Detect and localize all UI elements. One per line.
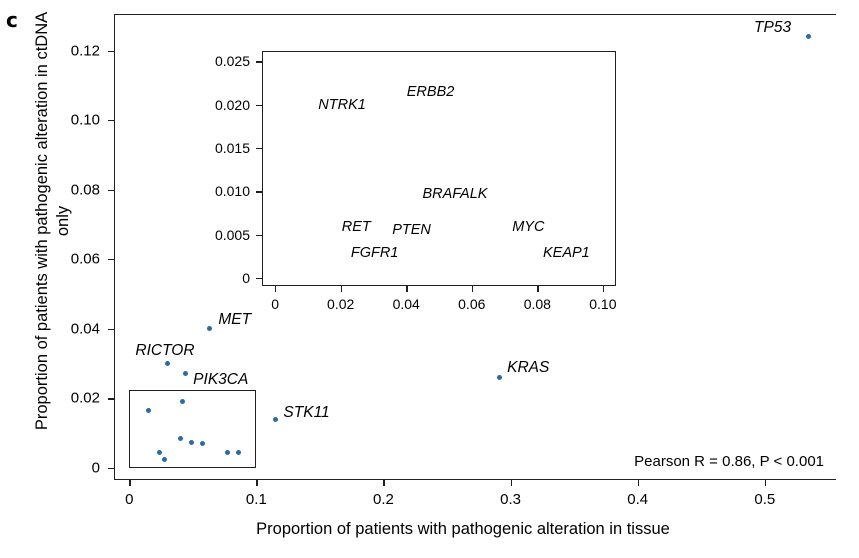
inset-x-tick-label: 0.02 <box>327 296 355 312</box>
inset-x-tick <box>406 286 407 292</box>
y-tick <box>108 51 114 52</box>
inset-y-tick-label: 0.015 <box>214 140 250 157</box>
inset-gene-label: PTEN <box>392 221 431 238</box>
inset-y-tick <box>256 61 262 62</box>
inset-y-tick-label: 0.020 <box>214 96 250 113</box>
inset-gene-label: BRAFALK <box>422 185 488 202</box>
x-tick-label: 0.3 <box>500 491 522 508</box>
y-tick-label: 0.04 <box>70 320 100 338</box>
y-tick-label: 0.12 <box>70 42 100 59</box>
inset-gene-label: FGFR1 <box>350 244 399 261</box>
stats-annotation: Pearson R = 0.86, P < 0.001 <box>634 453 824 470</box>
inset-y-tick <box>256 278 262 279</box>
inset-y-tick <box>256 235 262 236</box>
inset-x-tick <box>472 286 473 292</box>
y-tick-label: 0.08 <box>70 181 100 199</box>
x-tick <box>511 480 512 486</box>
scatter-point <box>236 450 241 455</box>
inset-x-tick-label: 0.08 <box>523 296 551 312</box>
x-tick-label: 0.4 <box>627 491 649 508</box>
inset-gene-label: ERBB2 <box>406 84 455 101</box>
gene-label: KRAS <box>507 359 550 377</box>
scatter-point <box>273 417 278 422</box>
scatter-plot-inset <box>214 51 617 312</box>
scatter-point <box>146 408 151 413</box>
x-tick-label: 0.1 <box>245 491 267 508</box>
inset-gene-label: MYC <box>512 219 545 236</box>
inset-x-tick-label: 0.10 <box>589 296 617 312</box>
x-axis-label: Proportion of patients with pathogenic alteration in tissue <box>256 520 670 538</box>
inset-y-tick-label: 0.005 <box>214 226 250 243</box>
scatter-plot-main <box>70 14 836 508</box>
scatter-point <box>157 450 162 455</box>
y-tick <box>108 468 114 469</box>
y-tick <box>108 120 114 121</box>
x-tick <box>383 480 384 486</box>
x-tick-label: 0 <box>125 491 134 508</box>
scatter-point <box>225 450 230 455</box>
inset-x-tick <box>603 286 604 292</box>
x-tick-label: 0.5 <box>754 491 776 508</box>
y-tick-label: 0.06 <box>70 250 100 268</box>
x-axis-line <box>114 479 836 480</box>
y-tick <box>108 398 114 399</box>
y-tick <box>108 190 114 191</box>
y-tick-label: 0.02 <box>70 389 100 407</box>
y-tick <box>108 259 114 260</box>
inset-x-tick-label: 0.06 <box>458 296 486 312</box>
x-tick <box>638 480 639 486</box>
inset-gene-label: RET <box>341 219 371 236</box>
x-tick <box>129 480 130 486</box>
inset-y-tick <box>256 191 262 192</box>
inset-y-tick <box>256 105 262 106</box>
scatter-point <box>806 34 811 39</box>
inset-y-tick-label: 0.025 <box>214 53 250 70</box>
y-tick <box>108 329 114 330</box>
gene-label: STK11 <box>283 404 330 422</box>
inset-y-tick <box>256 148 262 149</box>
inset-y-tick-label: 0 <box>242 270 250 287</box>
y-tick-label: 0.10 <box>70 111 100 129</box>
inset-x-tick <box>341 286 342 292</box>
panel-letter: c <box>6 8 18 32</box>
inset-x-tick <box>537 286 538 292</box>
inset-gene-label: KEAP1 <box>543 244 590 261</box>
scatter-point <box>178 436 183 441</box>
inset-highlight-rect <box>129 390 256 468</box>
y-axis-label: Proportion of patients with pathogenic alteration in ctDNA only <box>33 11 72 431</box>
y-tick-label: 0 <box>91 459 100 477</box>
x-tick <box>765 480 766 486</box>
x-tick-label: 0.2 <box>373 491 394 508</box>
gene-label: TP53 <box>754 18 792 36</box>
gene-label: MET <box>218 310 252 328</box>
inset-x-tick <box>275 286 276 292</box>
inset-y-tick-label: 0.010 <box>214 183 250 200</box>
gene-label: PIK3CA <box>193 370 249 388</box>
inset-x-tick-label: 0 <box>271 296 280 312</box>
x-tick <box>256 480 257 486</box>
inset-x-tick-label: 0.04 <box>392 296 420 312</box>
scatter-point <box>165 361 170 366</box>
inset-gene-label: NTRK1 <box>318 97 366 114</box>
scatter-point <box>497 375 502 380</box>
gene-label: RICTOR <box>135 341 195 359</box>
